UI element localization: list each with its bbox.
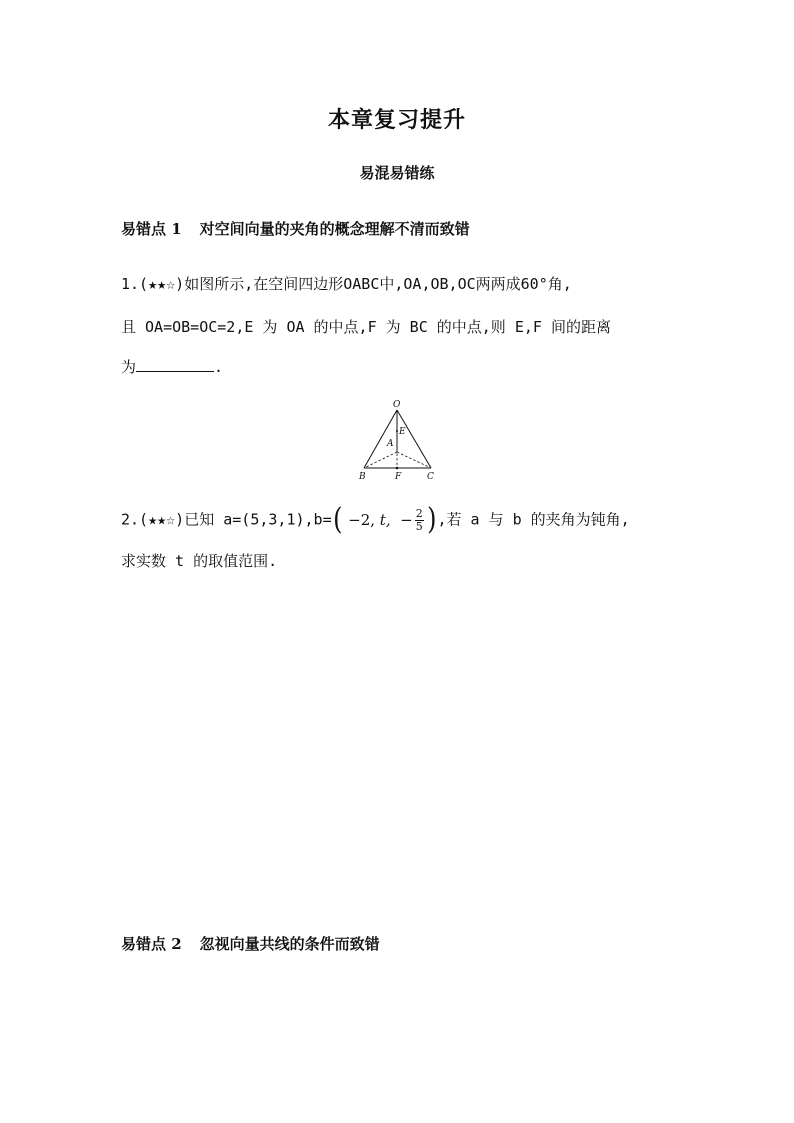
label-c: C (427, 472, 434, 482)
label-o: O (393, 400, 401, 410)
vec-b-minus: − (400, 511, 413, 529)
fraction-numerator: 2 (415, 506, 423, 520)
question-2-suffix: ,若 a 与 b 的夹角为钝角, (437, 510, 630, 529)
error-point-1-heading (121, 218, 470, 239)
vec-b-t: t, (379, 511, 391, 529)
error-point-1-label: 易错点 1 (121, 220, 182, 238)
question-1-line-3-prefix: 为 (121, 358, 137, 376)
vec-b-first: −2, (348, 511, 376, 529)
vector-b-value (332, 502, 438, 537)
left-paren: ( (332, 502, 343, 537)
label-b: B (359, 472, 366, 482)
edge-oc (397, 410, 431, 468)
point-e (396, 430, 398, 432)
label-a: A (387, 439, 394, 449)
question-1-line-3-suffix: . (214, 358, 224, 376)
label-f: F (395, 472, 402, 482)
question-2-line-2: 求实数 t 的取值范围. (121, 552, 278, 570)
fraction-denominator: 5 (415, 519, 423, 533)
error-point-1-text: 对空间向量的夹角的概念理解不清而致错 (199, 220, 470, 238)
question-2-line-1 (121, 502, 630, 537)
error-point-2-text: 忽视向量共线的条件而致错 (199, 935, 380, 953)
section-subtitle: 易混易错练 (359, 164, 435, 182)
page-title: 本章复习提升 (327, 107, 466, 133)
label-e: E (399, 427, 406, 437)
fraction-two-fifths (415, 508, 424, 532)
right-paren: ) (426, 502, 437, 537)
tetrahedron-figure (357, 398, 437, 484)
question-1-line-1: 1.(★★☆)如图所示,在空间四边形OABC中,OA,OB,OC两两成60°角, (121, 275, 572, 293)
answer-blank (136, 357, 214, 372)
question-1-line-2: 且 OA=OB=OC=2,E 为 OA 的中点,F 为 BC 的中点,则 E,F 间的距离 (121, 318, 611, 336)
point-f (396, 467, 399, 470)
question-2-prefix: 2.(★★☆)已知 a=(5,3,1),b= (121, 510, 332, 529)
error-point-2-heading (121, 933, 380, 954)
error-point-2-label: 易错点 2 (121, 935, 182, 953)
question-1-line-3 (121, 356, 223, 377)
